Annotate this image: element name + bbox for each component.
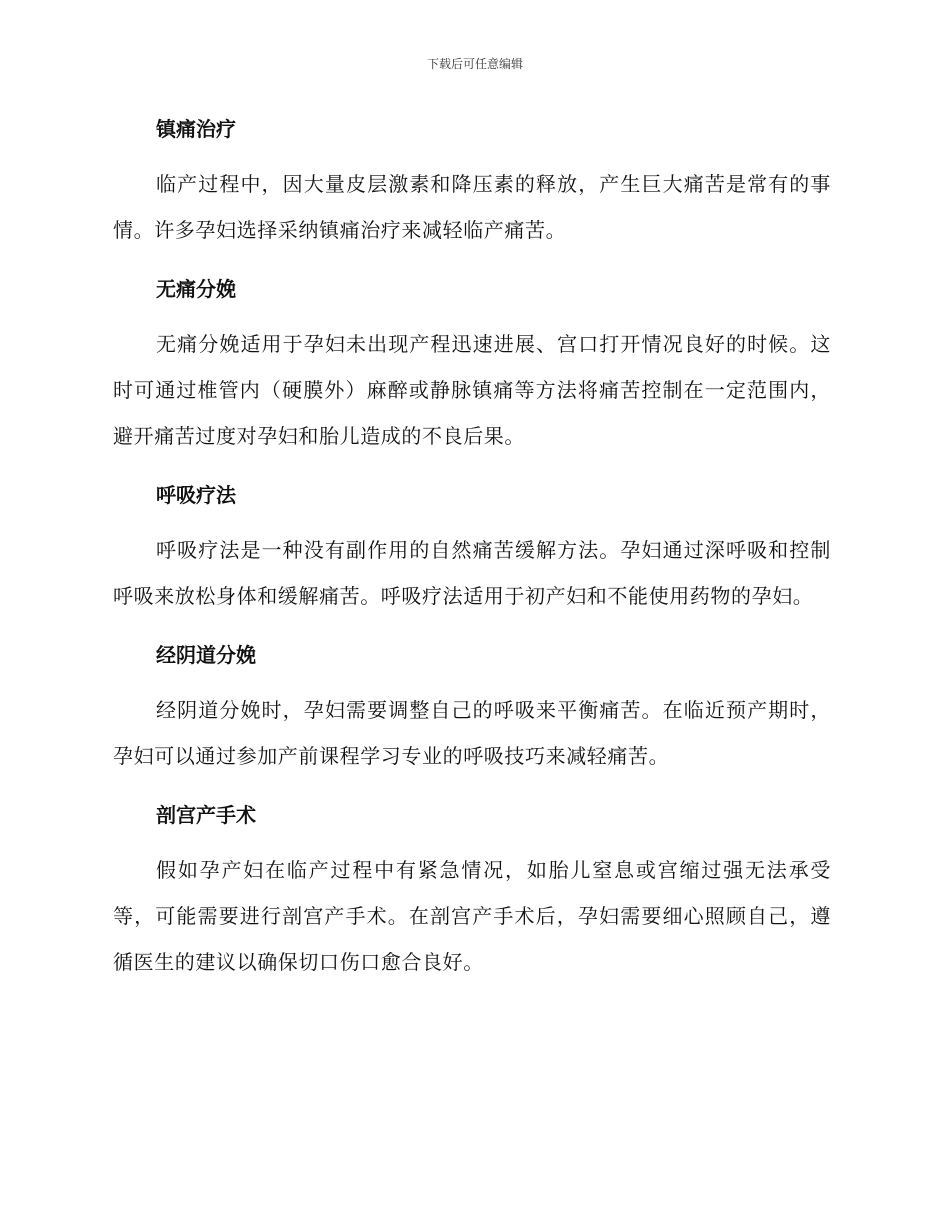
section-heading: 经阴道分娩 — [156, 643, 256, 667]
section-heading: 呼吸疗法 — [156, 483, 236, 507]
page-header-note: 下载后可任意编辑 — [426, 57, 523, 71]
section-paragraph: 呼吸疗法是一种没有副作用的自然痛苦缓解方法。孕妇通过深呼吸和控制呼吸来放松身体和缓解痛苦。呼吸疗法适用于初产妇和不能使用药物的孕妇。 — [113, 538, 831, 608]
section-paragraph: 无痛分娩适用于孕妇未出现产程迅速进展、宫口打开情况良好的时候。这时可通过椎管内（硬膜外）麻醉或静脉镇痛等方法将痛苦控制在一定范围内，避开痛苦过度对孕妇和胎儿造成的不良后果。 — [113, 332, 831, 448]
section-heading: 镇痛治疗 — [156, 117, 236, 141]
section-heading: 剖宫产手术 — [156, 803, 256, 827]
section-paragraph: 临产过程中，因大量皮层激素和降压素的释放，产生巨大痛苦是常有的事情。许多孕妇选择采纳镇痛治疗来减轻临产痛苦。 — [113, 172, 831, 242]
section-paragraph: 假如孕产妇在临产过程中有紧急情况，如胎儿窒息或宫缩过强无法承受等，可能需要进行剖宫产手术。在剖宫产手术后，孕妇需要细心照顾自己，遵循医生的建议以确保切口伤口愈合良好。 — [113, 858, 831, 974]
document-content — [113, 109, 831, 1001]
section-paragraph: 经阴道分娩时，孕妇需要调整自己的呼吸来平衡痛苦。在临近预产期时，孕妇可以通过参加产前课程学习专业的呼吸技巧来减轻痛苦。 — [113, 698, 831, 768]
section-heading: 无痛分娩 — [156, 277, 236, 301]
